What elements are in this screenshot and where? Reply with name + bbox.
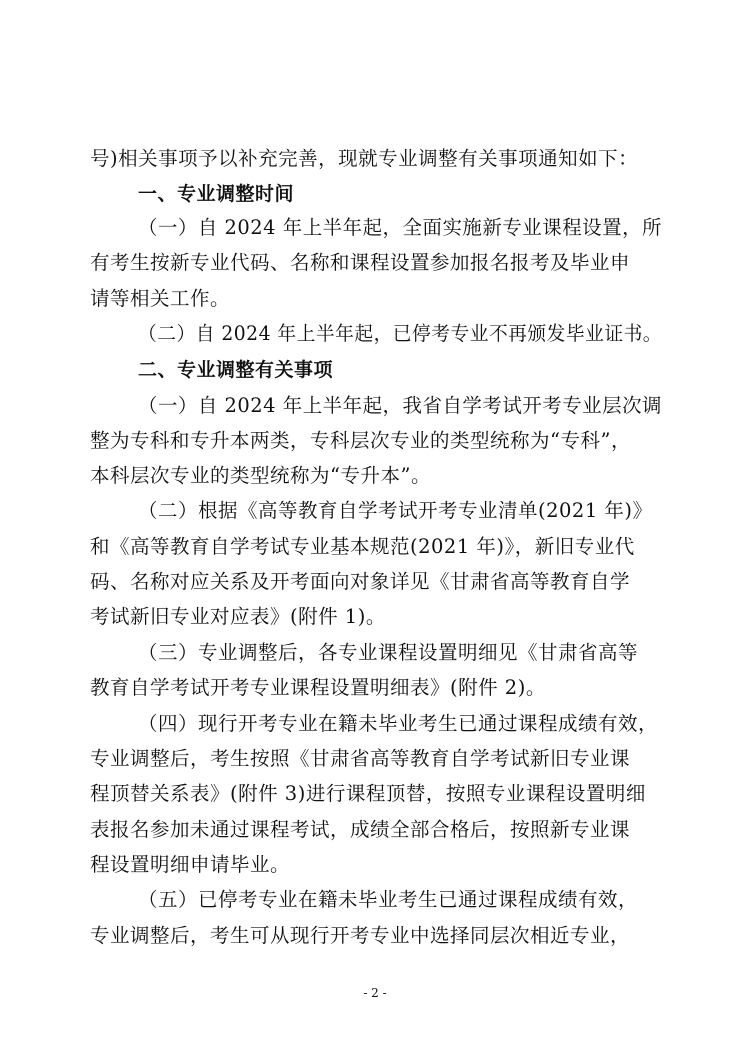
text-line: 教育自学考试开考专业课程设置明细表》(附件 2)。: [90, 676, 546, 699]
text-line: （一）自 2024 年上半年起，全面实施新专业课程设置，所: [138, 216, 663, 239]
text-line: 专业调整后，考生可从现行开考专业中选择同层次相近专业，: [90, 924, 631, 947]
text-line: 专业调整后，考生按照《甘肃省高等教育自学考试新旧专业课: [90, 747, 631, 770]
text-line: 请等相关工作。: [90, 287, 231, 310]
text-line: （五）已停考专业在籍未毕业考生已通过课程成绩有效，: [138, 888, 639, 911]
text-line: 和《高等教育自学考试专业基本规范(2021 年)》，新旧专业代: [90, 535, 635, 558]
text-line: （一）自 2024 年上半年起，我省自学考试开考专业层次调: [138, 394, 663, 417]
text-line: 整为专科和专升本两类，专科层次专业的类型统称为“专科”，: [90, 429, 631, 452]
text-line: 表报名参加未通过课程考试，成绩全部合格后，按照新专业课: [90, 818, 631, 841]
text-line: 有考生按新专业代码、名称和课程设置参加报名报考及毕业申: [90, 251, 631, 274]
text-line: （二）根据《高等教育自学考试开考专业清单(2021 年)》: [138, 499, 653, 522]
text-line: （二）自 2024 年上半年起，已停考专业不再颁发毕业证书。: [138, 322, 663, 345]
page-number: - 2 -: [363, 986, 387, 1000]
text-line: 码、名称对应关系及开考面向对象详见《甘肃省高等教育自学: [90, 570, 631, 593]
text-line: 号)相关事项予以补充完善，现就专业调整有关事项通知如下：: [90, 147, 639, 170]
section-heading: 二、专业调整有关事项: [138, 359, 334, 381]
text-line: 考试新旧专业对应表》(附件 1)。: [90, 605, 386, 628]
section-heading: 一、专业调整时间: [138, 183, 295, 205]
text-line: （三）专业调整后，各专业课程设置明细见《甘肃省高等: [138, 641, 639, 664]
text-line: 程顶替关系表》(附件 3)进行课程顶替，按照专业课程设置明细: [90, 782, 646, 805]
text-line: 本科层次专业的类型统称为“专升本”。: [90, 464, 431, 487]
text-line: （四）现行开考专业在籍未毕业考生已通过课程成绩有效，: [138, 712, 659, 735]
text-line: 程设置明细申请毕业。: [90, 853, 291, 876]
